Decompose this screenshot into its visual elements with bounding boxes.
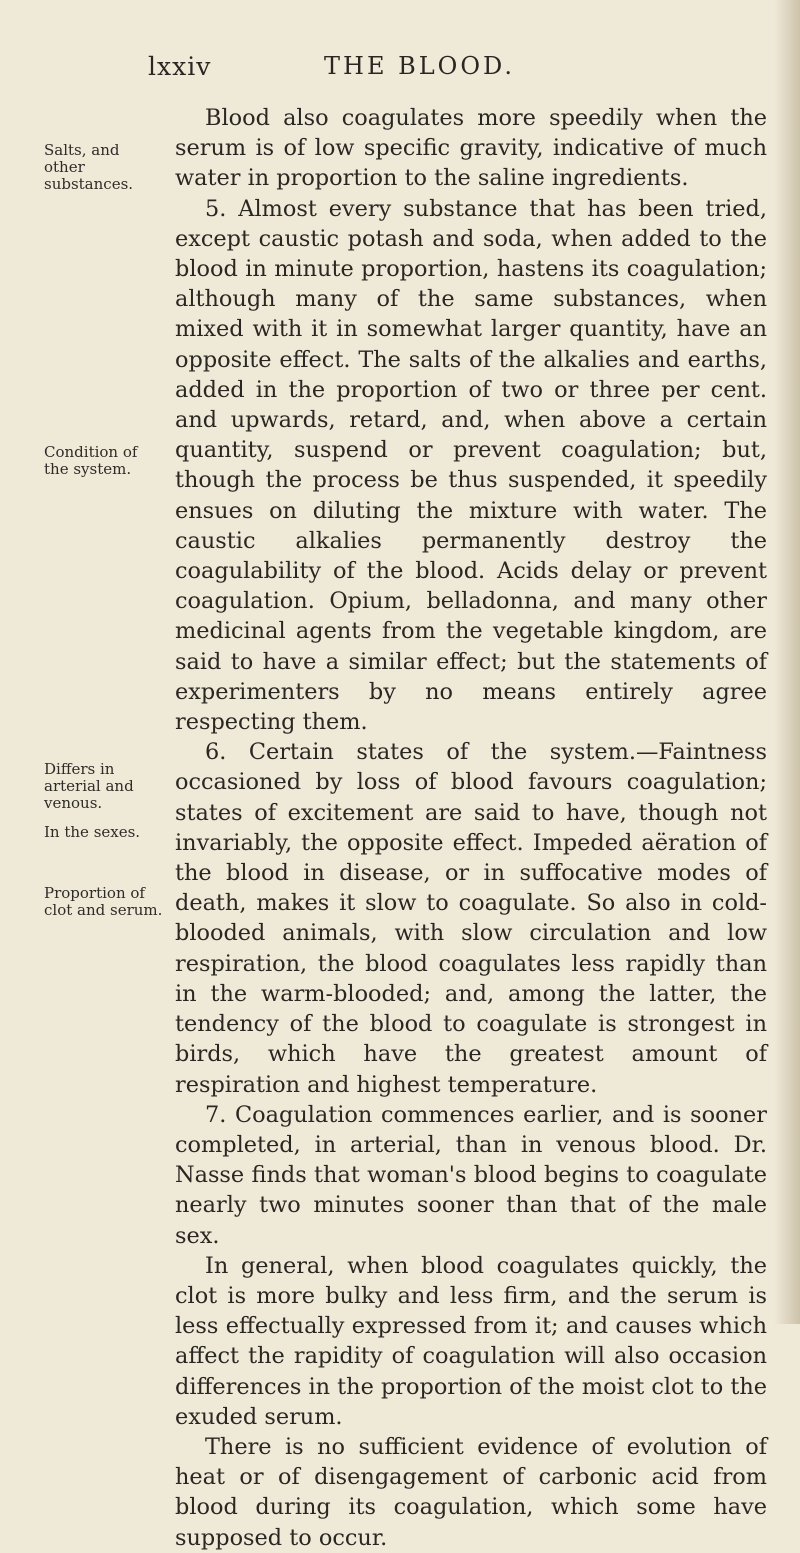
sidenote-salts: Salts, and other substances. [44, 141, 134, 193]
sidenote-arterial-venous: Differs in arterial and venous. [44, 760, 134, 812]
paragraph-6: 6. Certain states of the system.—Faintness occasioned by loss of blood favours coagulation; states of excitement are said to have, though not invariably, the opposite effect. Impeded aëration of the blood in disease, or in suffocative modes of death, makes it slow to coagulate. So also in cold-blooded animals, with slow circulation and low respiration, the blood coagulates less rapidly than in the warm-blooded; and, among the latter, the tendency of the blood to coagulate is strongest in birds, which have the greatest amount of respiration and highest temperature. [175, 739, 767, 1098]
paragraph-intro: Blood also coagulates more speedily when the serum is of low specific gravity, indicative of much water in proportion to the saline ingredients. [175, 105, 767, 192]
page-number: lxxiv [148, 52, 212, 81]
paragraph-clot: In general, when blood coagulates quickly, the clot is more bulky and less firm, and the serum is less effectually expressed from it; and causes which affect the rapidity of coagulation will also occasion differences in the proportion of the moist clot to the exuded serum. [175, 1252, 767, 1430]
page-edge-shadow [774, 0, 800, 1324]
paragraph-7: 7. Coagulation commences earlier, and is sooner completed, in arterial, than in venous blood. Dr. Nasse finds that woman's blood begins to coagulate nearly two minutes sooner than that of the male sex. [175, 1101, 767, 1249]
page-header [148, 52, 768, 82]
paragraph-5: 5. Almost every substance that has been tried, except caustic potash and soda, when added to the blood in minute proportion, hastens its coagulation; although many of the same substances, when mixed with it in somewhat larger quantity, have an opposite effect. The salts of the alkalies and earths, added in the proportion of two or three per cent. and upwards, retard, and, when above a certain quantity, suspend or prevent coagulation; but, though the process be thus suspended, it speedily ensues on diluting the mixture with water. The caustic alkalies permanently destroy the coagulability of the blood. Acids delay or prevent coagulation. Opium, belladonna, and many other medicinal agents from the vegetable kingdom, are said to have a similar effect; but the statements of experimenters by no means entirely agree respecting them. [175, 195, 767, 736]
sidenote-proportion: Proportion of clot and serum. [44, 884, 163, 919]
running-title: THE BLOOD. [324, 52, 516, 80]
body-text [175, 103, 767, 1553]
sidenote-condition: Condition of the system. [44, 443, 138, 478]
paragraph-heat: There is no sufficient evidence of evolution of heat or of disengagement of carbonic acid from blood during its coagulation, which some have supposed to occur. [175, 1433, 767, 1551]
sidenote-sexes: In the sexes. [44, 823, 141, 841]
